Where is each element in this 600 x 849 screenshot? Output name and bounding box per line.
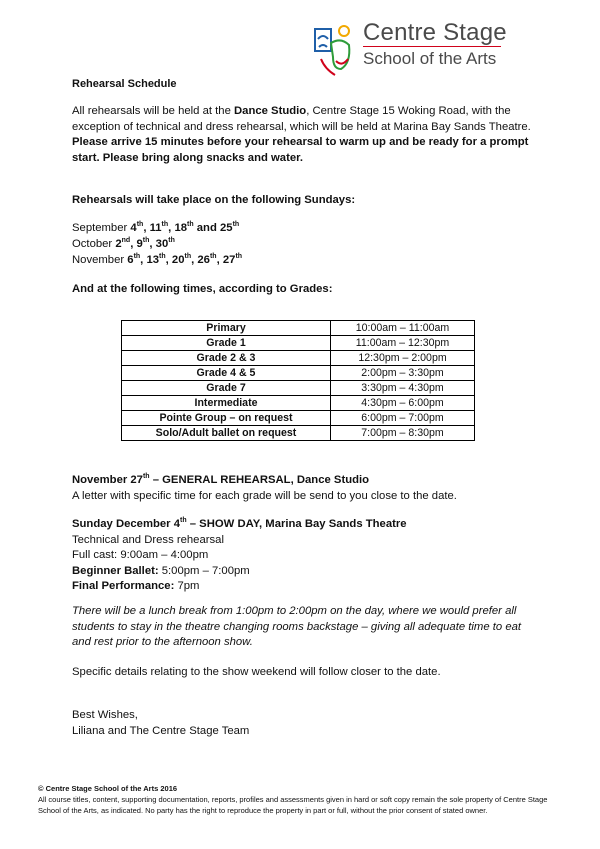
show-day-section xyxy=(72,517,407,595)
time-cell: 12:30pm – 2:00pm xyxy=(331,351,475,366)
table-row xyxy=(122,411,475,426)
beginner-ballet-line: Beginner Ballet: 5:00pm – 7:00pm xyxy=(72,564,250,577)
table-row xyxy=(122,351,475,366)
best-wishes: Best Wishes, xyxy=(72,709,138,721)
intro-paragraph: All rehearsals will be held at the Dance Studio, Centre Stage 15 Woking Road, with the exception of technical and dress rehearsal, which will be held at Marina Bay Sands Theatre. Please arrive 15 minutes before your rehearsal to warm up and be ready for a prompt start. Please bring along snacks and water. xyxy=(72,105,531,164)
sundays-heading: Rehearsals will take place on the following Sundays: xyxy=(72,194,356,206)
time-cell: 11:00am – 12:30pm xyxy=(331,336,475,351)
table-row xyxy=(122,321,475,336)
time-cell: 6:00pm – 7:00pm xyxy=(331,411,475,426)
time-cell: 10:00am – 11:00am xyxy=(331,321,475,336)
general-rehearsal-note: A letter with specific time for each grade will be send to you close to the date. xyxy=(72,489,457,502)
table-row xyxy=(122,336,475,351)
footer xyxy=(38,783,568,816)
copyright-line: © Centre Stage School of the Arts 2016 xyxy=(38,784,178,793)
legal-notice: All course titles, content, supporting documentation, reports, profiles and assessments given in hard or soft copy remain the sole property of Centre Stage School of the Arts, as indicated. No party has the right to reproduce the property in part or full, without the prior consent of stated owner. xyxy=(38,795,548,815)
theatre-masks-icon xyxy=(311,17,361,83)
show-day-heading: Sunday December 4th – SHOW DAY, Marina Bay Sands Theatre xyxy=(72,517,407,530)
october-dates: October 2nd, 9th, 30th xyxy=(72,237,175,250)
grade-cell: Grade 7 xyxy=(122,381,331,396)
rehearsal-dates xyxy=(72,220,242,268)
grade-cell: Grade 1 xyxy=(122,336,331,351)
general-rehearsal-section xyxy=(72,473,457,504)
show-day-line1: Technical and Dress rehearsal xyxy=(72,533,224,546)
logo-underline xyxy=(363,46,501,47)
time-cell: 4:30pm – 6:00pm xyxy=(331,396,475,411)
table-row xyxy=(122,366,475,381)
signature-names: Liliana and The Centre Stage Team xyxy=(72,724,250,737)
table-row xyxy=(122,426,475,441)
september-dates: September 4th, 11th, 18th and 25th xyxy=(72,221,240,234)
lunch-break-note: There will be a lunch break from 1:00pm to 2:00pm on the day, where we would prefer all students to stay in the theatre changing rooms backstage – giving all adequate time to eat and rest prior to the afternoon show. xyxy=(72,605,522,648)
school-logo xyxy=(311,17,511,83)
time-cell: 7:00pm – 8:30pm xyxy=(331,426,475,441)
details-note: Specific details relating to the show weekend will follow closer to the date. xyxy=(72,666,441,678)
show-day-line2: Full cast: 9:00am – 4:00pm xyxy=(72,549,209,561)
time-cell: 3:30pm – 4:30pm xyxy=(331,381,475,396)
table-row xyxy=(122,381,475,396)
grade-cell: Intermediate xyxy=(122,396,331,411)
grade-cell: Primary xyxy=(122,321,331,336)
logo-text-line1: Centre Stage xyxy=(363,19,507,46)
november-dates: November 6th, 13th, 20th, 26th, 27th xyxy=(72,253,243,266)
final-performance-line: Final Performance: 7pm xyxy=(72,580,200,592)
table-row xyxy=(122,396,475,411)
grade-schedule-table xyxy=(121,320,475,441)
grade-cell: Solo/Adult ballet on request xyxy=(122,426,331,441)
document-title: Rehearsal Schedule xyxy=(72,78,177,90)
sign-off xyxy=(72,708,249,739)
general-rehearsal-heading: November 27th – GENERAL REHEARSAL, Dance Studio xyxy=(72,473,370,486)
grade-cell: Grade 4 & 5 xyxy=(122,366,331,381)
grade-cell: Pointe Group – on request xyxy=(122,411,331,426)
logo-text-line2: School of the Arts xyxy=(363,49,497,68)
times-heading: And at the following times, according to Grades: xyxy=(72,283,333,295)
time-cell: 2:00pm – 3:30pm xyxy=(331,366,475,381)
grade-cell: Grade 2 & 3 xyxy=(122,351,331,366)
